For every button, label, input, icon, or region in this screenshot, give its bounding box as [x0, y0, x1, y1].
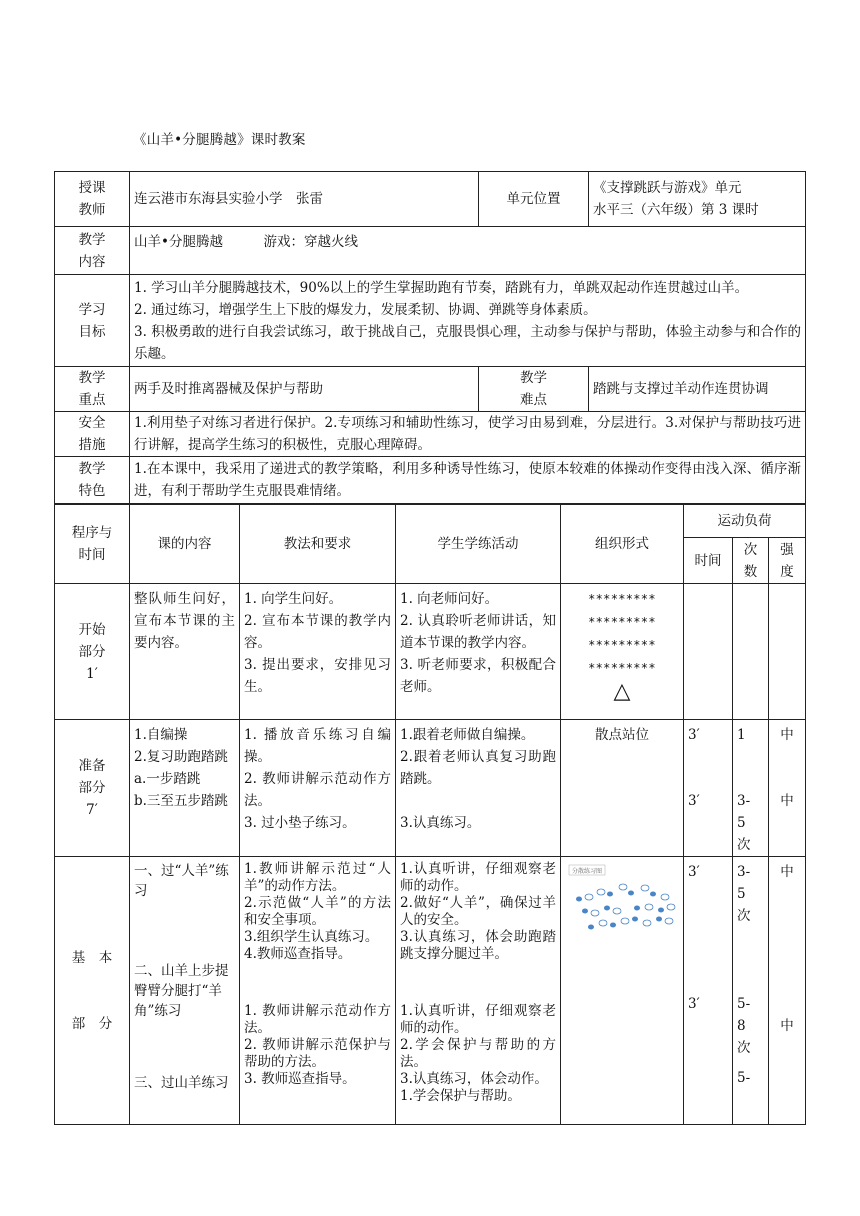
student-markers — [576, 884, 675, 930]
student-circle — [665, 918, 673, 924]
student-dot — [658, 908, 664, 913]
prep-content: 1.自编操 2.复习助跑踏跳 a.一步踏跳 b.三至五步踏跳 — [130, 720, 240, 857]
col-org: 组织形式 — [561, 505, 684, 584]
basic-content — [130, 857, 240, 1125]
prep-method-1: 1. 播放音乐练习自编操。 — [244, 727, 391, 765]
basic-time — [684, 857, 733, 1125]
student-dot — [650, 892, 656, 897]
start-activity: 1. 向老师问好。 2. 认真聆听老师讲话，知道本节课的教学内容。 3. 听老师要求，积极配合老师。 — [396, 584, 561, 720]
difficulty-value: 踏跳与支撑过羊动作连贯协调 — [589, 367, 806, 412]
formation-row: ********* — [588, 661, 656, 675]
key-label: 教学 重点 — [55, 367, 130, 412]
student-circle — [591, 910, 599, 916]
basic-seq: 基 本 部 分 — [55, 857, 130, 1125]
feature-value: 1.在本课中，我采用了递进式的教学策略，利用多种诱导性练习，使原本较难的体操动作变得由浅入深、循序渐进，有利于帮助学生克服畏难情绪。 — [130, 457, 806, 504]
scatter-practice-diagram — [565, 861, 679, 945]
student-circle — [643, 920, 651, 926]
basic-activity-b: 1.认真听讲，仔细观察老师的动作。 2.学会保护与帮助的方法。 3.认真练习，体会动作。 1.学会保护与帮助。 — [400, 1003, 556, 1104]
student-circle — [621, 918, 629, 924]
student-dot — [588, 925, 594, 930]
prep-intensity-1: 中 — [780, 727, 794, 743]
basic-count-1: 3- 5 次 — [737, 864, 751, 924]
basic-method-b: 1. 教师讲解示范动作方法。 2. 教师讲解示范保护与帮助的方法。 3. 教师巡查指导。 — [244, 1003, 391, 1087]
formation-row: ********* — [588, 615, 656, 629]
prep-count — [733, 720, 769, 857]
content-label: 教学 内容 — [55, 227, 130, 275]
start-seq: 开始 部分 1′ — [55, 584, 130, 720]
header-table — [54, 171, 806, 504]
teacher-triangle-icon: △ — [613, 679, 631, 704]
prep-count-2: 3- 5 次 — [737, 793, 751, 853]
start-count — [733, 584, 769, 720]
col-seq: 程序与 时间 — [55, 505, 130, 584]
student-dot — [604, 906, 610, 911]
student-dot — [656, 917, 662, 922]
col-load: 运动负荷 — [684, 505, 806, 538]
col-content: 课的内容 — [130, 505, 240, 584]
key-value: 两手及时推离器械及保护与帮助 — [130, 367, 479, 412]
basic-intensity — [769, 857, 806, 1125]
prep-method-3: 3. 过小垫子练习。 — [244, 815, 356, 831]
student-dot — [607, 892, 613, 897]
basic-org — [561, 857, 684, 1125]
col-method: 教法和要求 — [240, 505, 396, 584]
unit-label: 单元位置 — [479, 172, 589, 227]
safety-label: 安全 措施 — [55, 412, 130, 457]
lesson-table — [54, 504, 806, 1125]
formation-row: ********* — [588, 638, 656, 652]
start-time — [684, 584, 733, 720]
formation-row: ********* — [588, 592, 656, 606]
student-circle — [619, 884, 627, 890]
teacher-value: 连云港市东海县实验小学 张雷 — [130, 172, 479, 227]
basic-content-1: 一、过“人羊”练习 — [134, 863, 229, 899]
student-circle — [645, 904, 653, 910]
prep-count-1: 1 — [737, 727, 746, 743]
basic-time-1: 3′ — [688, 864, 700, 880]
student-dot — [582, 909, 588, 914]
student-dot — [576, 897, 582, 902]
student-circle — [599, 920, 607, 926]
start-formation — [561, 584, 684, 720]
student-dot — [610, 923, 616, 928]
prep-intensity — [769, 720, 806, 857]
basic-time-2: 3′ — [688, 996, 700, 1012]
goals-value: 1. 学习山羊分腿腾越技术，90%以上的学生掌握助跑有节奏，踏跳有力，单跳双起动作连贯越过山羊。 2. 通过练习，增强学生上下肢的爆发力，发展柔韧、协调、弹跳等身体素质。 3. 积极勇敢的进行自我尝试练习，敢于挑战自己，克服畏惧心理，主动参与保护与帮助，体验主动参与和合作的乐趣。 — [130, 275, 806, 367]
prep-method-2: 2. 教师讲解示范动作方法。 — [244, 771, 391, 809]
start-intensity — [769, 584, 806, 720]
basic-count — [733, 857, 769, 1125]
student-circle — [585, 894, 593, 900]
prep-intensity-2: 中 — [780, 793, 794, 809]
diagram-caption: 分散练习图 — [571, 868, 603, 875]
basic-content-2: 二、山羊上步提臀臂分腿打“羊角”练习 — [134, 963, 229, 1019]
student-circle — [667, 904, 675, 910]
basic-intensity-2: 中 — [780, 1018, 794, 1034]
prep-seq: 准备 部分 7′ — [55, 720, 130, 857]
unit-value: 《支撑跳跃与游戏》单元 水平三（六年级）第 3 课时 — [589, 172, 806, 227]
prep-method — [240, 720, 396, 857]
prep-activity-2: 2.跟着老师认真复习助跑踏跳。 — [400, 749, 556, 787]
prep-activity-3: 3.认真练习。 — [400, 815, 481, 831]
col-intensity: 强 度 — [769, 538, 806, 584]
prep-time-1: 3′ — [688, 727, 700, 743]
start-method: 1. 向学生问好。 2. 宣布本节课的教学内容。 3. 提出要求，安排见习生。 — [240, 584, 396, 720]
content-value: 山羊•分腿腾越 游戏：穿越火线 — [130, 227, 806, 275]
basic-count-3: 5- — [737, 1070, 751, 1086]
basic-content-3: 三、过山羊练习 — [134, 1075, 229, 1091]
basic-method — [240, 857, 396, 1125]
basic-activity — [396, 857, 561, 1125]
student-circle — [613, 908, 621, 914]
feature-label: 教学 特色 — [55, 457, 130, 504]
difficulty-label: 教学 难点 — [479, 367, 589, 412]
teacher-label: 授课 教师 — [55, 172, 130, 227]
safety-value: 1.利用垫子对练习者进行保护。2.专项练习和辅助性练习，使学习由易到难，分层进行。3.对保护与帮助技巧进行讲解，提高学生练习的积极性，克服心理障碍。 — [130, 412, 806, 457]
prep-time-2: 3′ — [688, 793, 700, 809]
basic-count-2: 5- 8 次 — [737, 996, 751, 1056]
goals-label: 学习 目标 — [55, 275, 130, 367]
student-dot — [634, 906, 640, 911]
col-activity: 学生学练活动 — [396, 505, 561, 584]
student-circle — [661, 894, 669, 900]
student-dot — [628, 891, 634, 896]
basic-method-a: 1.教师讲解示范过“人羊”的动作方法。 2.示范做“人羊”的方法和安全事项。 3.组织学生认真练习。 4.教师巡查指导。 — [244, 861, 391, 962]
student-circle — [597, 889, 605, 895]
col-count: 次 数 — [733, 538, 769, 584]
student-circle — [641, 885, 649, 891]
prep-time — [684, 720, 733, 857]
prep-activity-1: 1.跟着老师做自编操。 — [400, 727, 535, 743]
prep-activity — [396, 720, 561, 857]
prep-org: 散点站位 — [561, 720, 684, 857]
start-content: 整队师生问好，宣布本节课的主要内容。 — [130, 584, 240, 720]
student-dot — [632, 917, 638, 922]
basic-intensity-1: 中 — [780, 864, 794, 880]
basic-activity-a: 1.认真听讲，仔细观察老师的动作。 2.做好“人羊”，确保过羊人的安全。 3.认真练习，体会助跑踏跳支撑分腿过羊。 — [400, 861, 556, 962]
col-time: 时间 — [684, 538, 733, 584]
document-title: 《山羊•分腿腾越》课时教案 — [133, 132, 306, 148]
